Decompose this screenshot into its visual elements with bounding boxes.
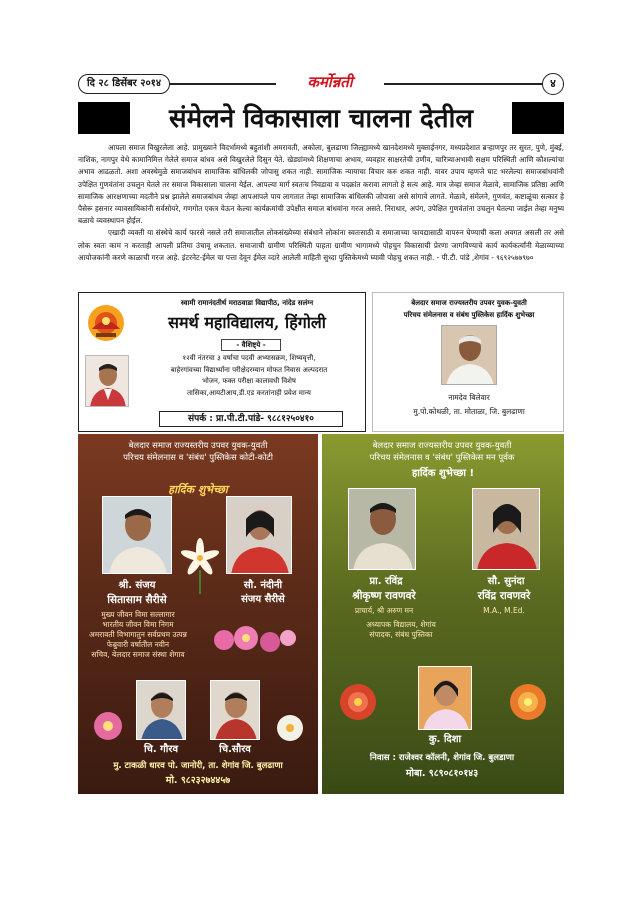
poster-greeting: हार्दिक शुभेच्छा ! xyxy=(411,468,475,479)
principal-name: प्रा. रविंद्र xyxy=(369,576,403,587)
principal-role: प्राचार्य, श्री अरुण मन xyxy=(354,606,414,615)
child-saurav-photo xyxy=(210,680,260,740)
father-role-line: सचिव, बेलदार समाज संस्था शेगाव xyxy=(91,650,185,659)
corner-flower-icon xyxy=(86,704,130,748)
headline-title: संमेलने विकासाला चालना देतील xyxy=(169,104,473,134)
poster-heading xyxy=(82,440,314,464)
pink-flowers-icon xyxy=(208,620,298,660)
issue-date: दि २८ डिसेंबर २०१४ xyxy=(78,74,170,94)
father-name: श्री. संजय xyxy=(118,580,156,591)
father-role-line: फेब्रुवारी वर्षातील नवीन xyxy=(106,640,170,649)
child-disha-photo xyxy=(418,666,472,730)
sunanda-qualification: M.A., M.Ed. xyxy=(483,606,525,615)
principal-photo xyxy=(85,355,129,407)
poster-heading-line: परिचय संमेलनास व 'संबंध' पुस्तिकेस कोटी-कोटी xyxy=(123,453,273,463)
college-contact: संपर्क : प्रा.पी.टी.पांडे- ९८८१२५०४१० xyxy=(159,411,343,427)
position-line: संपादक, संबंध पुस्तिका xyxy=(369,630,433,639)
principal-fullname: श्रीकृष्ण रावणवरे xyxy=(352,590,416,602)
child-gaurav-name: चि. गौरव xyxy=(143,744,179,755)
article-paragraph: आपला समाज विखुरलेला आहे. प्रामुख्याने विदर्भामध्ये बहुतांशी अमरावती, अकोला, बुलढाणा जिल्ह्यामध्ये खानदेशमध्ये मुक्ताईनगर, मध्यप्रदेशात ब्रऱ्हाणपुर तर सुरत, पुणे, मुंबई, नाशिक, नागपुर येथे कामानिमित्त गेलेले समाज बांधव असे विखुरलेले दिसुन येते. खेड्यांमध्ये शिक्षणाचा अभाव, व्यवहार साक्षरतेची उणीव, चारित्र्याअभावी सक्षम परिस्थिती आणि कौशल्यांचा अभाव आढळतो. अशा अवस्थेमुळे समाजबांधव सामाजिक बांधिलकी जोपासु शकत नाही. सामाजिक न्यायाचा विचार करु शकत नाही. यावर उपाय म्हणजे घाट भरलेल्या समाजबांधवांनी उपेक्षित गुणवंतांना उचलुन घेतले तर समाज विकासाला चालना येईल. आपल्या मार्ग स्वतःच निवडावा व पदक्रांत करावा लागतो हे सत्य आहे. मात्र जेव्हा समाज मेळावे, सामाजिक प्रतिष्ठा आणि सामाजिक आरक्षणाच्या मदतीने प्रश्न झालेले समाजबांधव जेव्हा आपआपले पाय लागतात तेव्हा सामाजिक बांधिलकी जोपासा असे सांगावे लागते. मेळावे, संमेलने, गुणवंत, कष्टाळूंचा सत्कार हे पैसेरू हसनार व्यावसायिकांनी सर्वसोयरे, गणगोत एकत्र येऊन केल्या कार्यक्रमांची उपेक्षीत समाज बांधवांना गरज असते. निराधार, अपंग, उपेक्षित गुणवंतांना उचलुन घेतल्या जाईल तेव्हा मनुष्य बळाचे व्यवस्थापन होईल. xyxy=(78,143,564,226)
position-line: अध्यापक विद्यालय, शेगांव xyxy=(366,620,436,629)
child-saurav-name: चि.सौरव xyxy=(219,744,251,755)
feature-line: तासिका,आयटीआय,डी.एड करतांनाही प्रवेश मान्य xyxy=(187,388,311,397)
family-greeting-poster-right xyxy=(322,434,564,794)
principal-positions xyxy=(336,620,466,640)
poster-right-address: निवास : राजेश्वर कॉलनी, शेगांव जि. बुलडाणा xyxy=(369,753,515,763)
page-header xyxy=(78,74,564,94)
rose-flower-icon xyxy=(330,674,386,730)
greeting-advertisement xyxy=(372,292,564,432)
well-wisher-photo xyxy=(441,325,497,385)
poster-right-phone: मोबा. ९८९०८१०१४३ xyxy=(405,768,479,779)
child-disha-name: कु. दिशा xyxy=(428,734,462,745)
headline-bar-right xyxy=(512,102,564,134)
father-fullname: सितासाम सैरीसे xyxy=(107,594,167,606)
rose-flower-icon xyxy=(500,674,556,730)
feature-line: भोजन, फक्त परीक्षा कालावधी विशेष xyxy=(202,377,296,385)
feature-line: १२वी नंतरचा ३ वर्षाचा पदवी अभ्यासक्रम, शिष्यवृत्ती, xyxy=(182,354,316,362)
feature-line: बाहेरगांवच्या विद्यार्थ्यांना परीक्षेदरम्यान मोफत निवास अल्पदरात xyxy=(170,365,328,374)
college-emblem-icon xyxy=(83,299,129,345)
father-role-line: अमरावती विभागातुन सर्वप्रथम उत्पन्न xyxy=(89,630,187,639)
page-number: ४ xyxy=(542,73,564,95)
poster-heading-line: बेलदार समाज राज्यस्तरीय उपवर युवक-युवती xyxy=(372,441,512,451)
corner-flower-icon xyxy=(270,708,310,748)
poster-heading-line: परिचय संमेलनास व 'संबंध' पुस्तिकेस मन पूर्वक xyxy=(369,453,515,463)
greeting-text xyxy=(379,297,559,321)
father-role-line: मुख्य जीवन विमा सल्लागार xyxy=(101,610,175,619)
lily-flower-icon xyxy=(176,534,224,594)
college-university: स्वामी रामानंदतीर्थ मराठवाडा विद्यापीठ, नांदेड सलंग्न xyxy=(180,299,314,307)
poster-heading xyxy=(326,440,558,464)
sunanda-fullname: रविंद्र रावणवरे xyxy=(477,590,531,602)
mother-name: सौ. नंदीनी xyxy=(243,580,283,591)
headline-bar-left xyxy=(78,102,130,134)
mother-photo xyxy=(226,496,292,574)
greeting-line: परिचय संमेलनास व संबंध पुस्तिकेस हार्दिक शुभेच्छा xyxy=(403,311,535,319)
poster-left-address: मु. टाकळी धारव पो. जानोरी, ता. शेगांव जि. बुलढाणा xyxy=(113,761,283,771)
poster-heading-line: बेलदार समाज राज्यस्तरीय उपवर युवक-युवती xyxy=(128,441,268,451)
mother-fullname: संजय सैरीसे xyxy=(241,594,285,605)
article-paragraph: एखादी व्यक्ती या संस्थेचे कार्य फारसे नसले तरी समाजातील लोकसंख्येच्या संबंधाने लोकांना स्वतःसाठी व समाजाच्या फायद्यासाठी वापरुन घेण्याची कला अवगत असली तर असे लोक स्वतः काम न करताही आपली प्रतिमा उंचावू शकतात. समाजाची ग्रामीण परिस्थिती पाहता ग्रामीण भागामध्ये पोहचुन विकासाची प्रेरणा जागविण्याचे कार्य कार्यकर्त्यांनी मेळाव्याच्या आयोजकांनी करणे काळाची गरज आहे. इंटरनेट-ईमेल चा पत्ता देवून ईमेल व्दारे आलेली माहिती सुध्दा पुस्तिकेमध्ये घ्यावी पोहचु शकत नाही. - पी.टी. पांडे ,शेगांव - ९६९२५७७९७० xyxy=(78,228,564,262)
newspaper-brand: कर्मोन्नती xyxy=(276,70,384,94)
features-heading: - वैशिष्ट्ये - xyxy=(221,339,281,351)
greeting-line: बेलदार समाज राज्यस्तरीय उपवर युवक-युवती xyxy=(411,299,527,307)
poster-greeting: हार्दिक शुभेच्छा xyxy=(168,483,228,496)
college-advertisement xyxy=(78,292,366,432)
article-body xyxy=(78,142,564,288)
father-role-line: भारतीय जीवन विमा निगम xyxy=(102,620,174,629)
features-list xyxy=(135,353,363,399)
principal-ravindra-photo xyxy=(348,488,416,570)
father-photo xyxy=(102,496,172,574)
poster-left-phone: मो. ९८२३२७४४५७ xyxy=(165,775,231,786)
sunanda-photo xyxy=(472,488,540,570)
sunanda-name: सौ. सुनंदा xyxy=(487,576,525,587)
family-greeting-poster-left xyxy=(78,434,318,794)
well-wisher-name: नामदेव बिलेवार xyxy=(448,393,490,402)
college-name: समर्थ महाविद्यालय, हिंगोली xyxy=(168,313,326,332)
well-wisher-address: मु.पो.कोथळी, ता. मोताळा, जि. बुलढाणा xyxy=(413,407,525,416)
father-roles xyxy=(82,610,194,660)
headline-banner xyxy=(78,100,564,138)
child-gaurav-photo xyxy=(136,680,186,740)
